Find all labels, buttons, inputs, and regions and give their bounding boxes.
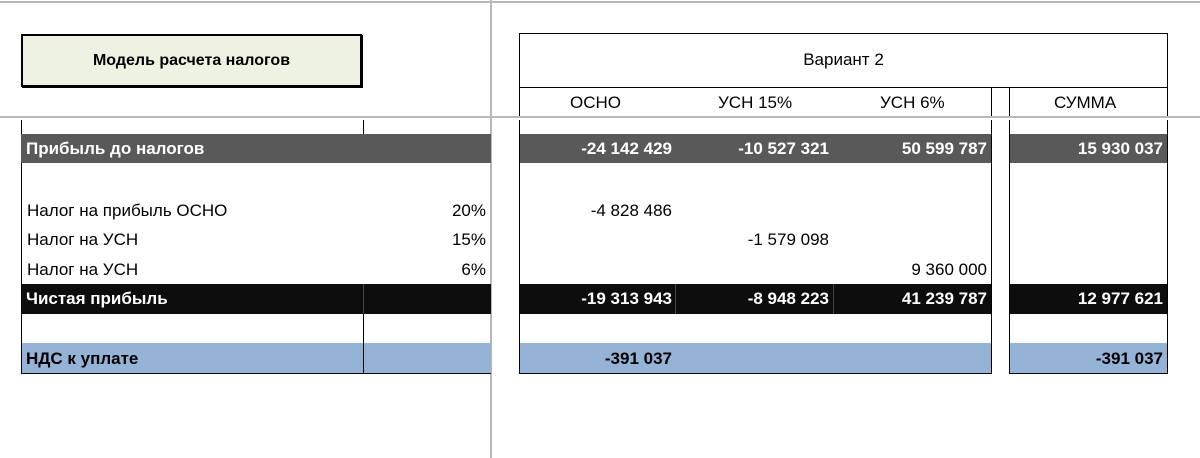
net-usn6-value: 41 239 787 — [901, 289, 987, 308]
profit-sum-value: 15 930 037 — [1077, 139, 1163, 158]
col-header-usn15: УСН 15% — [718, 93, 793, 112]
net-row-cell-divider-1 — [363, 284, 364, 314]
net-row-label: Чистая прибыль — [26, 289, 168, 308]
net-row-cell-divider-3 — [833, 284, 834, 314]
tax-usn15-value: -1 579 098 — [747, 230, 829, 249]
tax-usn6-rate: 6% — [461, 260, 486, 279]
rate-col-border-2 — [363, 314, 364, 343]
vat-row-cell-divider — [363, 343, 364, 374]
header-mid-border-1 — [991, 88, 992, 116]
tax-usn15-label: Налог на УСН — [27, 230, 139, 249]
col-header-osno: ОСНО — [570, 93, 621, 112]
rate-col-border — [363, 120, 364, 134]
sheet-top-gridline — [0, 1, 1200, 3]
left-table-border-top — [21, 284, 22, 374]
sum-table-left-border-top — [1009, 120, 1010, 374]
profit-osno-value: -24 142 429 — [581, 139, 672, 158]
tax-osno-value: -4 828 486 — [590, 201, 672, 220]
header-left-border — [519, 88, 520, 116]
right-table-mid-border-top — [991, 120, 992, 374]
right-table-left-border-top — [519, 120, 520, 374]
profit-usn15-value: -10 527 321 — [738, 139, 829, 158]
tax-osno-label: Налог на прибыль ОСНО — [27, 201, 228, 220]
sheet-column-divider — [490, 0, 492, 458]
variant-title: Вариант 2 — [803, 50, 884, 69]
profit-row-label: Прибыль до налогов — [26, 139, 205, 158]
tax-usn6-value: 9 360 000 — [911, 260, 987, 279]
sheet-freeze-line — [0, 116, 1200, 118]
header-right-border — [1167, 88, 1168, 116]
model-title-box — [21, 34, 362, 87]
net-row-cell-divider-2 — [675, 284, 676, 314]
col-header-usn6: УСН 6% — [880, 93, 945, 112]
col-header-sum: СУММА — [1054, 93, 1117, 112]
profit-usn6-value: 50 599 787 — [901, 139, 987, 158]
tax-usn15-rate: 15% — [451, 230, 486, 249]
net-sum-value: 12 977 621 — [1077, 289, 1163, 308]
header-mid-border-2 — [1009, 88, 1010, 116]
model-title: Модель расчета налогов — [92, 52, 291, 69]
tax-osno-rate: 20% — [451, 201, 486, 220]
net-usn15-value: -8 948 223 — [747, 289, 829, 308]
vat-osno-value: -391 037 — [604, 349, 672, 368]
variant-header — [519, 33, 1168, 88]
vat-sum-value: -391 037 — [1095, 349, 1163, 368]
net-osno-value: -19 313 943 — [581, 289, 672, 308]
tax-usn6-label: Налог на УСН — [27, 260, 139, 279]
vat-row-label: НДС к уплате — [26, 349, 139, 368]
sum-table-right-border-top — [1167, 120, 1168, 374]
